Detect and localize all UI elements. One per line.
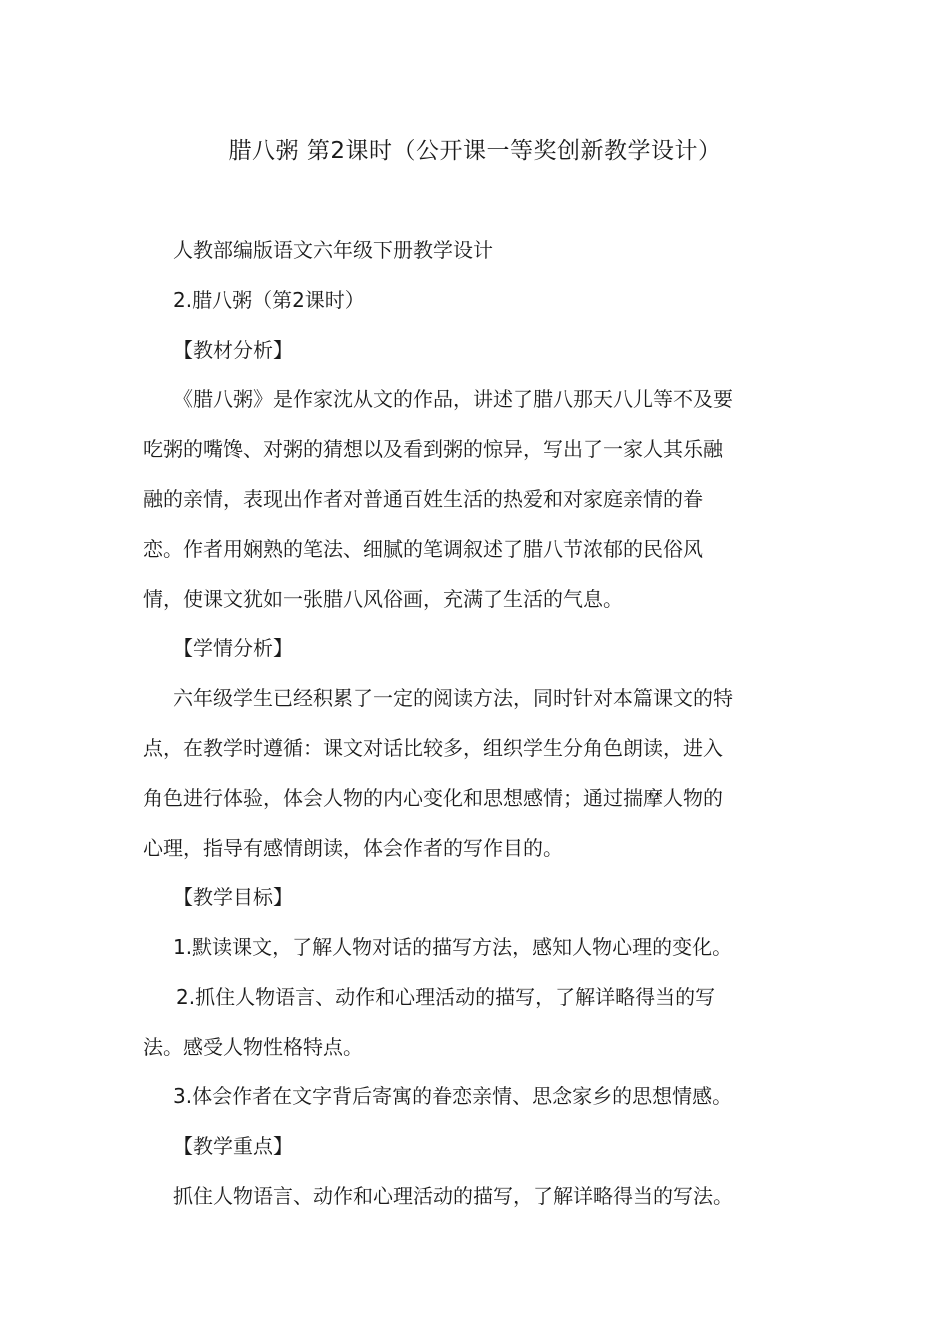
section-heading-teaching-focus: 【教学重点】 (173, 1134, 293, 1158)
goal-item-continued: 法。感受人物性格特点。 (143, 1035, 363, 1059)
paragraph-line: 六年级学生已经积累了一定的阅读方法，同时针对本篇课文的特 (173, 686, 733, 710)
goal-item: 1.默读课文，了解人物对话的描写方法，感知人物心理的变化。 (173, 935, 733, 959)
document-title: 腊八粥 第2课时（公开课一等奖创新教学设计） (228, 138, 722, 164)
paragraph-line: 恋。作者用娴熟的笔法、细腻的笔调叙述了腊八节浓郁的民俗风 (143, 537, 703, 561)
goal-item: 2.抓住人物语言、动作和心理活动的描写，了解详略得当的写 (176, 985, 716, 1009)
paragraph-line: 抓住人物语言、动作和心理活动的描写，了解详略得当的写法。 (173, 1184, 733, 1208)
paragraph-line: 角色进行体验，体会人物的内心变化和思想感情；通过揣摩人物的 (143, 786, 723, 810)
subtitle-line: 人教部编版语文六年级下册教学设计 (173, 238, 493, 262)
section-heading-teaching-goals: 【教学目标】 (173, 885, 293, 909)
paragraph-line: 吃粥的嘴馋、对粥的猜想以及看到粥的惊异，写出了一家人其乐融 (143, 437, 723, 461)
section-heading-textbook-analysis: 【教材分析】 (173, 338, 293, 362)
paragraph-line: 心理，指导有感情朗读，体会作者的写作目的。 (143, 836, 563, 860)
paragraph-line: 点，在教学时遵循：课文对话比较多，组织学生分角色朗读，进入 (143, 736, 723, 760)
lesson-line: 2.腊八粥（第2课时） (173, 288, 365, 312)
paragraph-line: 融的亲情，表现出作者对普通百姓生活的热爱和对家庭亲情的眷 (143, 487, 703, 511)
section-heading-student-analysis: 【学情分析】 (173, 636, 293, 660)
paragraph-line: 《腊八粥》是作家沈从文的作品，讲述了腊八那天八儿等不及要 (173, 387, 733, 411)
paragraph-line: 情，使课文犹如一张腊八风俗画，充满了生活的气息。 (143, 587, 623, 611)
goal-item: 3.体会作者在文字背后寄寓的眷恋亲情、思念家乡的思想情感。 (173, 1084, 733, 1108)
